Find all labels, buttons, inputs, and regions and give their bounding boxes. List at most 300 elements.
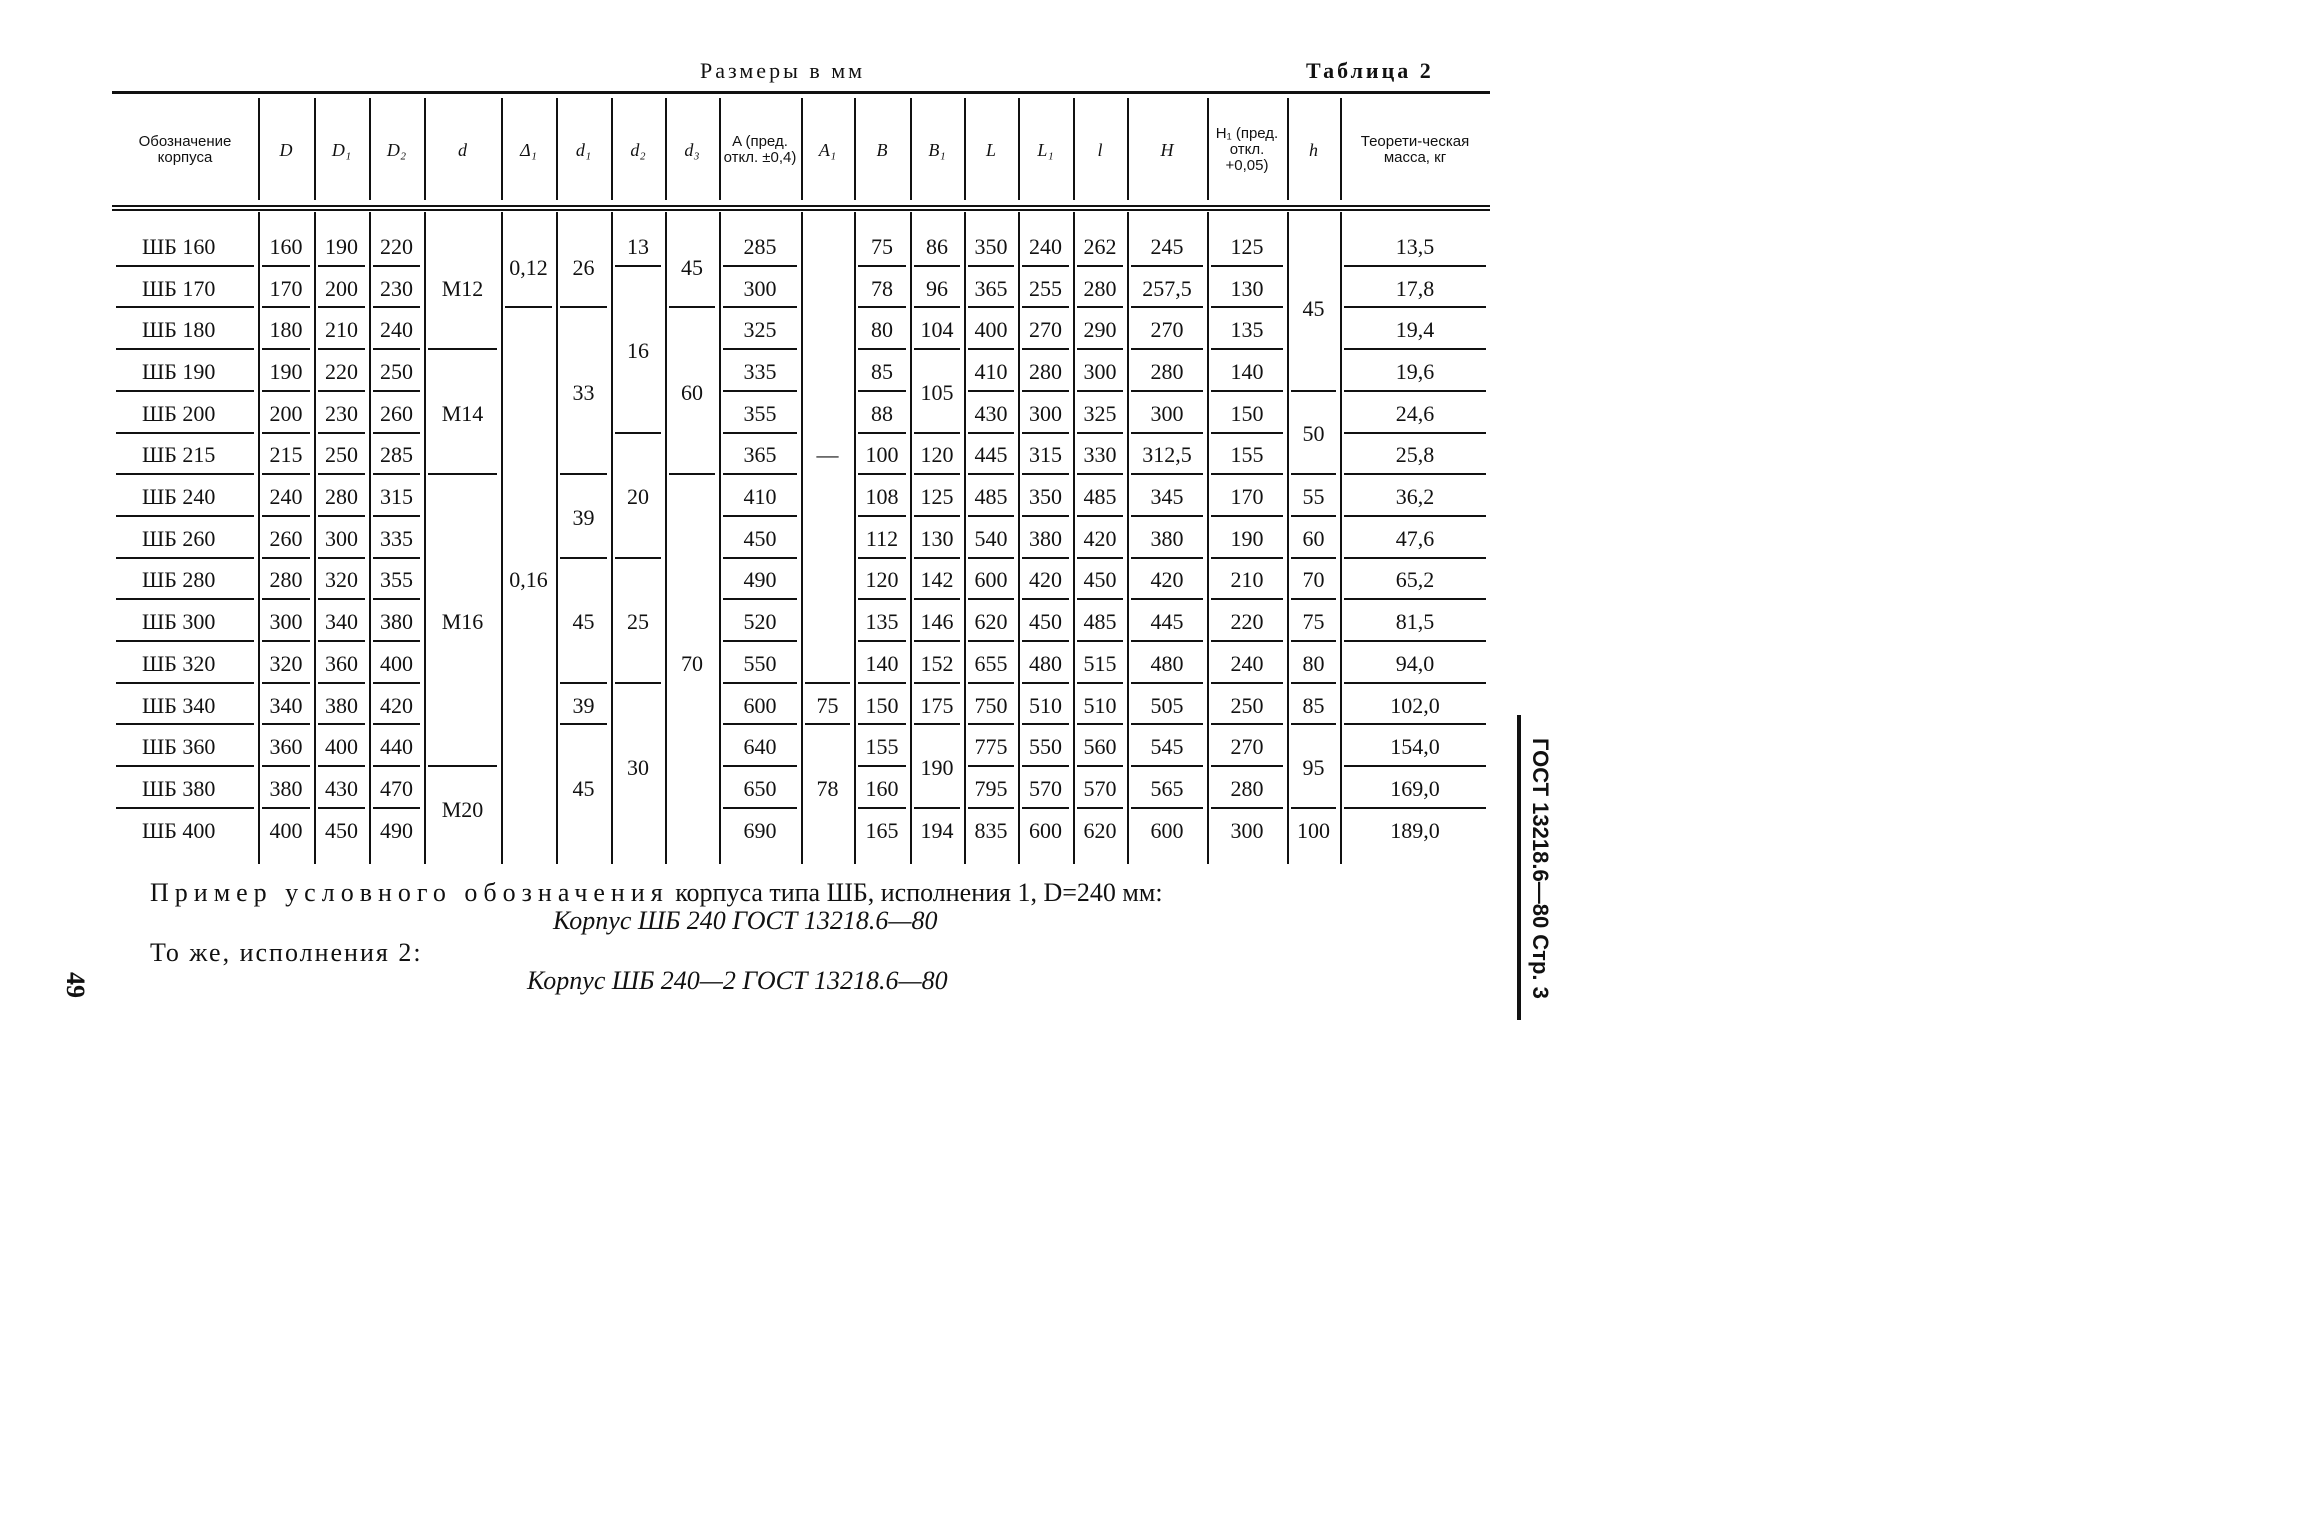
row-rule bbox=[1211, 473, 1283, 475]
cell-A: 550 bbox=[743, 650, 777, 676]
cell-D2: 420 bbox=[380, 692, 413, 718]
row-rule bbox=[858, 682, 906, 684]
row-rule bbox=[505, 306, 552, 308]
row-rule bbox=[1211, 432, 1283, 434]
cell-D: 215 bbox=[269, 442, 303, 468]
cell-D2: 230 bbox=[380, 275, 413, 301]
cell-D1: 360 bbox=[325, 650, 358, 676]
cell-D2: 240 bbox=[380, 317, 413, 343]
column-separator bbox=[801, 212, 803, 864]
header-H1: H₁ (пред. откл. +0,05) bbox=[1215, 125, 1279, 174]
header-separator bbox=[611, 98, 613, 200]
cell-L: 750 bbox=[974, 692, 1008, 718]
row-rule bbox=[858, 723, 906, 725]
row-rule bbox=[262, 390, 310, 392]
cell-L: 485 bbox=[974, 484, 1008, 510]
cell-mass: 25,8 bbox=[1395, 442, 1435, 468]
size-caption: Размеры в мм bbox=[700, 58, 866, 83]
cell-l: 570 bbox=[1083, 775, 1117, 801]
cell-A1: — bbox=[816, 442, 839, 468]
cell-B1: 96 bbox=[926, 275, 948, 301]
row-rule bbox=[373, 598, 420, 600]
cell-A1: 78 bbox=[816, 775, 839, 801]
row-rule bbox=[968, 640, 1014, 642]
header-separator bbox=[964, 98, 966, 200]
row-rule bbox=[116, 515, 254, 517]
header-d2: d₂ bbox=[630, 139, 646, 160]
example-lead: Пример условного обозначения bbox=[150, 878, 669, 907]
example-code-1: Корпус ШБ 240 ГОСТ 13218.6—80 bbox=[553, 906, 938, 935]
row-rule bbox=[1131, 723, 1203, 725]
cell-L: 600 bbox=[974, 567, 1008, 593]
row-rule bbox=[318, 557, 365, 559]
cell-delta1: 0,16 bbox=[509, 567, 548, 593]
row-rule bbox=[1291, 640, 1336, 642]
cell-name: ШБ 190 bbox=[142, 358, 216, 384]
cell-H: 270 bbox=[1150, 317, 1184, 343]
header-delta1: Δ₁ bbox=[520, 139, 537, 160]
cell-h: 50 bbox=[1302, 421, 1325, 447]
cell-L: 445 bbox=[974, 442, 1008, 468]
row-rule bbox=[1344, 682, 1486, 684]
row-rule bbox=[428, 765, 497, 767]
cell-D2: 335 bbox=[380, 525, 413, 551]
cell-B: 160 bbox=[865, 775, 899, 801]
header-D1: D₁ bbox=[331, 139, 352, 160]
row-rule bbox=[1211, 306, 1283, 308]
row-rule bbox=[723, 598, 797, 600]
cell-A: 335 bbox=[743, 358, 777, 384]
side-label: ГОСТ 13218.6—80 Стр. 3 bbox=[1528, 738, 1553, 999]
row-rule bbox=[318, 640, 365, 642]
cell-D: 360 bbox=[269, 734, 303, 760]
cell-name: ШБ 240 bbox=[142, 484, 216, 510]
header-separator bbox=[1018, 98, 1020, 200]
cell-h: 70 bbox=[1302, 567, 1325, 593]
cell-mass: 102,0 bbox=[1390, 692, 1440, 718]
row-rule bbox=[373, 682, 420, 684]
row-rule bbox=[914, 682, 960, 684]
cell-B: 140 bbox=[865, 650, 899, 676]
row-rule bbox=[1022, 306, 1069, 308]
row-rule bbox=[373, 348, 420, 350]
cell-d: M20 bbox=[441, 796, 484, 822]
header-separator bbox=[1127, 98, 1129, 200]
row-rule bbox=[373, 306, 420, 308]
cell-D2: 220 bbox=[380, 233, 413, 259]
row-rule bbox=[858, 515, 906, 517]
cell-l: 330 bbox=[1083, 442, 1117, 468]
row-rule bbox=[318, 515, 365, 517]
cell-l: 420 bbox=[1083, 525, 1117, 551]
cell-h: 55 bbox=[1302, 484, 1325, 510]
row-rule bbox=[1344, 598, 1486, 600]
header-name: Обозначение корпуса bbox=[138, 133, 232, 166]
cell-H1: 240 bbox=[1230, 650, 1264, 676]
cell-L: 350 bbox=[974, 233, 1008, 259]
example-code-2: Корпус ШБ 240—2 ГОСТ 13218.6—80 bbox=[527, 966, 948, 995]
cell-B1: 125 bbox=[920, 484, 954, 510]
row-rule bbox=[373, 473, 420, 475]
row-rule bbox=[1344, 807, 1486, 809]
row-rule bbox=[723, 473, 797, 475]
row-rule bbox=[262, 557, 310, 559]
cell-l: 510 bbox=[1083, 692, 1117, 718]
row-rule bbox=[914, 306, 960, 308]
cell-h: 45 bbox=[1302, 296, 1325, 322]
cell-name: ШБ 180 bbox=[142, 317, 216, 343]
row-rule bbox=[1344, 390, 1486, 392]
cell-mass: 13,5 bbox=[1395, 233, 1435, 259]
cell-name: ШБ 320 bbox=[142, 650, 216, 676]
row-rule bbox=[1291, 390, 1336, 392]
column-separator bbox=[314, 212, 316, 864]
row-rule bbox=[914, 723, 960, 725]
row-rule bbox=[805, 723, 850, 725]
row-rule bbox=[428, 473, 497, 475]
column-separator bbox=[964, 212, 966, 864]
row-rule bbox=[1211, 765, 1283, 767]
cell-h: 100 bbox=[1297, 817, 1330, 843]
cell-D2: 380 bbox=[380, 609, 413, 635]
row-rule bbox=[968, 265, 1014, 267]
cell-H: 545 bbox=[1150, 734, 1184, 760]
row-rule bbox=[914, 473, 960, 475]
row-rule bbox=[1291, 723, 1336, 725]
header-B1: B₁ bbox=[928, 139, 946, 160]
row-rule bbox=[1022, 557, 1069, 559]
cell-d2: 20 bbox=[627, 484, 649, 510]
cell-D1: 430 bbox=[325, 775, 358, 801]
cell-mass: 19,6 bbox=[1395, 358, 1435, 384]
row-rule bbox=[373, 390, 420, 392]
header-separator bbox=[556, 98, 558, 200]
cell-B1: 104 bbox=[920, 317, 954, 343]
cell-d2: 13 bbox=[627, 233, 649, 259]
row-rule bbox=[858, 640, 906, 642]
cell-D1: 220 bbox=[325, 358, 358, 384]
header-separator bbox=[258, 98, 260, 200]
cell-name: ШБ 360 bbox=[142, 734, 216, 760]
row-rule bbox=[373, 723, 420, 725]
cell-L1: 270 bbox=[1029, 317, 1062, 343]
cell-L1: 570 bbox=[1029, 775, 1062, 801]
cell-d1: 45 bbox=[572, 775, 595, 801]
cell-d1: 26 bbox=[572, 254, 595, 280]
cell-B1: 130 bbox=[920, 525, 954, 551]
cell-L: 775 bbox=[974, 734, 1008, 760]
cell-name: ШБ 160 bbox=[142, 233, 216, 259]
cell-L1: 255 bbox=[1029, 275, 1062, 301]
row-rule bbox=[1291, 598, 1336, 600]
row-rule bbox=[723, 432, 797, 434]
side-bar bbox=[1517, 715, 1521, 1020]
cell-l: 290 bbox=[1083, 317, 1117, 343]
row-rule bbox=[1077, 265, 1123, 267]
row-rule bbox=[1022, 515, 1069, 517]
header-B: B bbox=[876, 139, 888, 160]
row-rule bbox=[1077, 390, 1123, 392]
header-separator bbox=[314, 98, 316, 200]
row-rule bbox=[560, 723, 607, 725]
cell-l: 620 bbox=[1083, 817, 1117, 843]
cell-A1: 75 bbox=[816, 692, 839, 718]
row-rule bbox=[373, 432, 420, 434]
row-rule bbox=[968, 432, 1014, 434]
row-rule bbox=[116, 723, 254, 725]
row-rule bbox=[914, 432, 960, 434]
cell-H1: 280 bbox=[1230, 775, 1264, 801]
header-A: A (пред. откл. ±0,4) bbox=[723, 133, 797, 166]
cell-name: ШБ 380 bbox=[142, 775, 216, 801]
row-rule bbox=[1344, 265, 1486, 267]
row-rule bbox=[723, 515, 797, 517]
cell-H1: 210 bbox=[1230, 567, 1264, 593]
row-rule bbox=[858, 473, 906, 475]
table-label: Таблица 2 bbox=[1306, 58, 1434, 83]
row-rule bbox=[615, 432, 661, 434]
row-rule bbox=[262, 682, 310, 684]
cell-d1: 33 bbox=[572, 379, 595, 405]
cell-H: 565 bbox=[1150, 775, 1184, 801]
header-D: D bbox=[279, 139, 293, 160]
row-rule bbox=[1211, 723, 1283, 725]
row-rule bbox=[1344, 348, 1486, 350]
cell-D1: 340 bbox=[325, 609, 358, 635]
row-rule bbox=[1022, 765, 1069, 767]
row-rule bbox=[1022, 432, 1069, 434]
cell-h: 60 bbox=[1302, 525, 1325, 551]
row-rule bbox=[723, 807, 797, 809]
column-separator bbox=[1018, 212, 1020, 864]
cell-H1: 155 bbox=[1230, 442, 1264, 468]
row-rule bbox=[1131, 682, 1203, 684]
cell-B: 108 bbox=[865, 484, 899, 510]
cell-l: 560 bbox=[1083, 734, 1117, 760]
row-rule bbox=[1022, 807, 1069, 809]
cell-D1: 200 bbox=[325, 275, 358, 301]
cell-mass: 154,0 bbox=[1390, 734, 1440, 760]
cell-name: ШБ 300 bbox=[142, 609, 216, 635]
row-rule bbox=[615, 557, 661, 559]
cell-D: 380 bbox=[269, 775, 303, 801]
cell-B: 135 bbox=[865, 609, 899, 635]
row-rule bbox=[116, 348, 254, 350]
row-rule bbox=[669, 306, 715, 308]
row-rule bbox=[805, 682, 850, 684]
row-rule bbox=[723, 306, 797, 308]
row-rule bbox=[723, 390, 797, 392]
cell-H1: 220 bbox=[1230, 609, 1264, 635]
cell-B: 100 bbox=[865, 442, 899, 468]
cell-l: 450 bbox=[1083, 567, 1117, 593]
column-separator bbox=[1073, 212, 1075, 864]
cell-d3: 70 bbox=[681, 650, 703, 676]
header-l: l bbox=[1097, 139, 1103, 160]
column-separator bbox=[556, 212, 558, 864]
row-rule bbox=[116, 557, 254, 559]
cell-H1: 170 bbox=[1230, 484, 1264, 510]
header-D2: D₂ bbox=[386, 139, 407, 160]
cell-D: 400 bbox=[269, 817, 303, 843]
cell-L: 795 bbox=[974, 775, 1008, 801]
row-rule bbox=[1022, 682, 1069, 684]
cell-L: 400 bbox=[974, 317, 1008, 343]
row-rule bbox=[723, 265, 797, 267]
row-rule bbox=[723, 723, 797, 725]
cell-H: 445 bbox=[1150, 609, 1184, 635]
cell-B1: 86 bbox=[926, 233, 948, 259]
row-rule bbox=[1344, 557, 1486, 559]
row-rule bbox=[1077, 598, 1123, 600]
cell-D1: 400 bbox=[325, 734, 358, 760]
column-separator bbox=[611, 212, 613, 864]
row-rule bbox=[1344, 515, 1486, 517]
cell-h: 75 bbox=[1302, 609, 1325, 635]
header-A1: A₁ bbox=[818, 139, 837, 160]
row-rule bbox=[116, 306, 254, 308]
cell-d2: 25 bbox=[627, 609, 649, 635]
header-H: H bbox=[1160, 139, 1174, 160]
row-rule bbox=[1211, 265, 1283, 267]
cell-B1: 146 bbox=[920, 609, 954, 635]
row-rule bbox=[858, 765, 906, 767]
row-rule bbox=[1131, 598, 1203, 600]
row-rule bbox=[1022, 723, 1069, 725]
row-rule bbox=[560, 306, 607, 308]
cell-B1: 175 bbox=[920, 692, 954, 718]
cell-mass: 24,6 bbox=[1395, 400, 1435, 426]
row-rule bbox=[373, 807, 420, 809]
row-rule bbox=[968, 723, 1014, 725]
row-rule bbox=[373, 765, 420, 767]
cell-D: 180 bbox=[269, 317, 303, 343]
row-rule bbox=[318, 723, 365, 725]
cell-name: ШБ 200 bbox=[142, 400, 216, 426]
header-separator bbox=[719, 98, 721, 200]
cell-l: 300 bbox=[1083, 358, 1117, 384]
row-rule bbox=[1344, 723, 1486, 725]
cell-D2: 315 bbox=[380, 484, 413, 510]
cell-H1: 150 bbox=[1230, 400, 1264, 426]
row-rule bbox=[428, 348, 497, 350]
row-rule bbox=[318, 807, 365, 809]
cell-D: 340 bbox=[269, 692, 303, 718]
row-rule bbox=[914, 598, 960, 600]
cell-L: 620 bbox=[974, 609, 1008, 635]
row-rule bbox=[1022, 640, 1069, 642]
row-rule bbox=[914, 640, 960, 642]
row-rule bbox=[615, 682, 661, 684]
cell-D1: 320 bbox=[325, 567, 358, 593]
cell-H: 380 bbox=[1150, 525, 1184, 551]
cell-name: ШБ 170 bbox=[142, 275, 216, 301]
row-rule bbox=[1077, 682, 1123, 684]
cell-B: 85 bbox=[871, 358, 893, 384]
cell-H: 280 bbox=[1150, 358, 1184, 384]
page-number: 49 bbox=[61, 972, 90, 998]
row-rule bbox=[858, 807, 906, 809]
column-separator bbox=[719, 212, 721, 864]
cell-D: 190 bbox=[269, 358, 303, 384]
cell-D: 200 bbox=[269, 400, 303, 426]
cell-A: 410 bbox=[743, 484, 777, 510]
row-rule bbox=[858, 557, 906, 559]
row-rule bbox=[1131, 557, 1203, 559]
cell-L: 410 bbox=[974, 358, 1008, 384]
cell-B: 88 bbox=[871, 400, 893, 426]
row-rule bbox=[723, 557, 797, 559]
cell-name: ШБ 280 bbox=[142, 567, 216, 593]
row-rule bbox=[116, 473, 254, 475]
row-rule bbox=[318, 765, 365, 767]
cell-H1: 140 bbox=[1230, 358, 1264, 384]
cell-D2: 355 bbox=[380, 567, 413, 593]
cell-H: 505 bbox=[1150, 692, 1184, 718]
row-rule bbox=[116, 807, 254, 809]
cell-A: 365 bbox=[743, 442, 777, 468]
cell-L1: 280 bbox=[1029, 358, 1062, 384]
row-rule bbox=[1211, 390, 1283, 392]
cell-h: 95 bbox=[1302, 755, 1325, 781]
row-rule bbox=[968, 557, 1014, 559]
row-rule bbox=[968, 473, 1014, 475]
cell-D: 170 bbox=[269, 275, 303, 301]
header-separator bbox=[501, 98, 503, 200]
cell-B: 120 bbox=[865, 567, 899, 593]
cell-D2: 470 bbox=[380, 775, 413, 801]
cell-d: M14 bbox=[441, 400, 484, 426]
cell-d2: 30 bbox=[627, 755, 649, 781]
row-rule bbox=[723, 640, 797, 642]
row-rule bbox=[318, 598, 365, 600]
row-rule bbox=[116, 598, 254, 600]
cell-D2: 400 bbox=[380, 650, 413, 676]
cell-l: 515 bbox=[1083, 650, 1117, 676]
row-rule bbox=[1077, 557, 1123, 559]
row-rule bbox=[968, 807, 1014, 809]
cell-L1: 350 bbox=[1029, 484, 1062, 510]
cell-H: 300 bbox=[1150, 400, 1184, 426]
row-rule bbox=[262, 807, 310, 809]
row-rule bbox=[615, 265, 661, 267]
cell-B: 155 bbox=[865, 734, 899, 760]
row-rule bbox=[968, 765, 1014, 767]
cell-D1: 280 bbox=[325, 484, 358, 510]
row-rule bbox=[262, 306, 310, 308]
row-rule bbox=[318, 265, 365, 267]
header-L: L bbox=[985, 139, 996, 160]
column-separator bbox=[1127, 212, 1129, 864]
row-rule bbox=[560, 473, 607, 475]
row-rule bbox=[968, 682, 1014, 684]
cell-H: 312,5 bbox=[1142, 442, 1192, 468]
cell-d1: 45 bbox=[572, 609, 595, 635]
cell-d: M16 bbox=[441, 609, 484, 635]
row-rule bbox=[1131, 640, 1203, 642]
cell-B: 150 bbox=[865, 692, 899, 718]
cell-A: 325 bbox=[743, 317, 777, 343]
row-rule bbox=[262, 723, 310, 725]
row-rule bbox=[262, 432, 310, 434]
cell-A: 285 bbox=[743, 233, 777, 259]
row-rule bbox=[858, 265, 906, 267]
row-rule bbox=[1211, 598, 1283, 600]
row-rule bbox=[1077, 723, 1123, 725]
row-rule bbox=[1077, 306, 1123, 308]
same-text: То же, исполнения 2: bbox=[150, 938, 423, 967]
cell-L: 365 bbox=[974, 275, 1008, 301]
